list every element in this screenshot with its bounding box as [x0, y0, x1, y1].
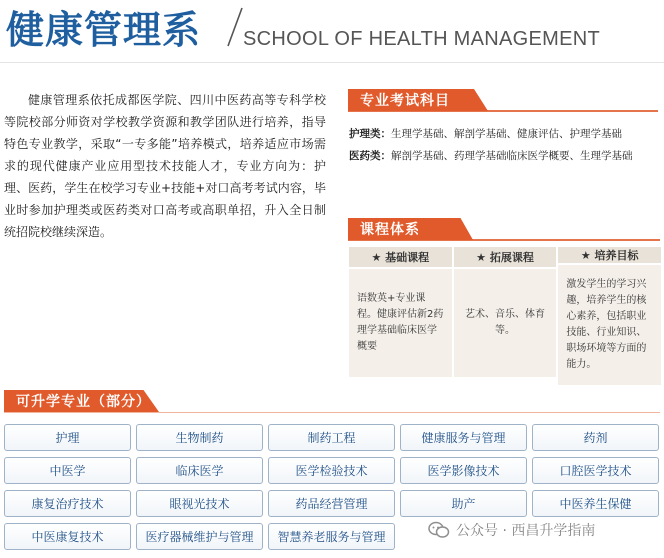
course-section-title: 课程体系 — [360, 222, 420, 238]
major-item: 健康服务与管理 — [400, 424, 527, 451]
major-item: 医学影像技术 — [400, 457, 527, 484]
major-item: 眼视光技术 — [136, 490, 263, 517]
exam-section-banner — [348, 89, 450, 111]
course-column-body: 激发学生的学习兴趣，培养学生的核心素养，包括职业技能、行业知识、职场环境等方面的能力。 — [558, 265, 661, 385]
page-title: 健康管理系 — [6, 8, 202, 52]
major-item: 生物制药 — [136, 424, 263, 451]
course-column-header: ★ 培养目标 — [558, 247, 661, 263]
course-column-extended — [454, 247, 557, 377]
major-item: 制药工程 — [268, 424, 395, 451]
majors-section-title: 可升学专业（部分） — [16, 394, 151, 410]
course-column-basic — [349, 247, 452, 377]
major-item: 康复治疗技术 — [4, 490, 131, 517]
major-item: 中医学 — [4, 457, 131, 484]
major-item: 中医养生保健 — [532, 490, 659, 517]
course-column-goal — [558, 247, 661, 377]
exam-row-value: 生理学基础、解剖学基础、健康评估、护理学基础 — [391, 128, 622, 140]
intro-paragraph: 健康管理系依托成都医学院、四川中医药高等专科学校等院校部分师资对学校教学资源和教学团队进行培养，指导特色专业教学，采取“一专多能”培养模式，培养适应市场需求的现代健康产业应用型技术技能人才，专业方向为：护理、医药，学生在校学习专业+技能+对口高考考试内容，毕业时参加护理类或医药类对口高考或高职单招，升入全日制统招院校继续深造。 — [4, 93, 326, 239]
exam-row-pharmacy — [349, 148, 633, 163]
watermark — [428, 518, 595, 542]
header-divider — [0, 62, 664, 63]
page-subtitle: SCHOOL OF HEALTH MANAGEMENT — [243, 28, 601, 50]
course-column-header: ★ 基础课程 — [349, 247, 452, 267]
exam-section-title: 专业考试科目 — [360, 93, 450, 109]
major-item: 助产 — [400, 490, 527, 517]
course-section-banner — [348, 218, 420, 240]
major-item: 智慧养老服务与管理 — [268, 523, 395, 550]
course-column-body: 语数英+专业课程。健康评估新2药理学基础临床医学概要 — [349, 269, 452, 377]
major-item: 中医康复技术 — [4, 523, 131, 550]
exam-row-label: 医药类： — [349, 150, 391, 162]
course-column-header: ★ 拓展课程 — [454, 247, 557, 267]
major-item: 药品经营管理 — [268, 490, 395, 517]
exam-row-label: 护理类： — [349, 128, 391, 140]
majors-section-banner — [4, 390, 151, 412]
major-item: 药剂 — [532, 424, 659, 451]
exam-row-value: 解剖学基础、药理学基础临床医学概要、生理学基础 — [391, 150, 633, 162]
major-item: 护理 — [4, 424, 131, 451]
major-item: 口腔医学技术 — [532, 457, 659, 484]
course-table — [349, 247, 661, 377]
exam-row-nursing — [349, 126, 622, 141]
course-column-body: 艺术、音乐、体育等。 — [454, 269, 557, 377]
wechat-icon — [428, 521, 450, 539]
watermark-text: 公众号 · 西昌升学指南 — [456, 523, 596, 539]
major-item: 医学检验技术 — [268, 457, 395, 484]
major-item: 医疗器械维护与管理 — [136, 523, 263, 550]
major-item: 临床医学 — [136, 457, 263, 484]
